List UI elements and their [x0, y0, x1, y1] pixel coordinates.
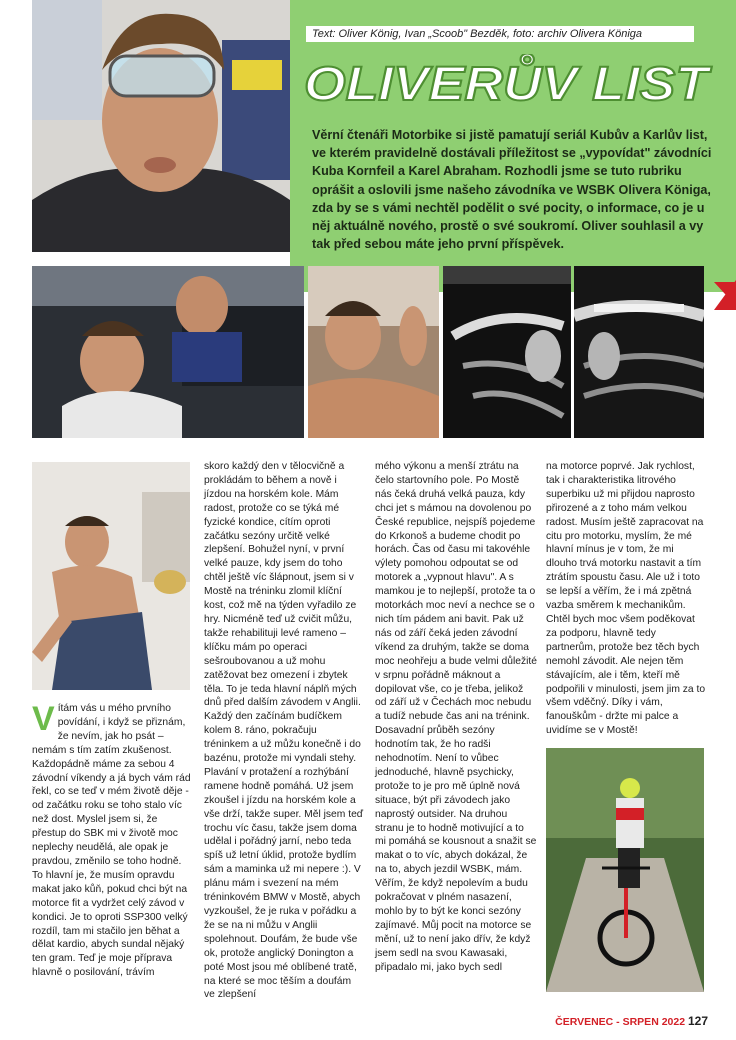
- article-column-4: na motorce poprvé. Jak rychlost, tak i charakteristika litrového superbiku už mi přijdou naprosto přirozené a z toho mám velkou radost. Musím ještě zapracovat na citu pro motorku, myslím, že mé hlavní mínus je v tom, že mi dlouho trvá motorku nastavit a tím ztrátím spoustu času. Ale už i toto se lepší a věřím, že i má zpětná vazba směrem k mechanikům. Chtěl bych moc všem poděkovat za podporu, hlavně tedy partnerům, protože bez těch bych nemohl závodit. Ale nejen těm stávajícím, ale i těm, kteří mě podpořili v minulosti, jsem jim za to všem vděčný. Díky i vám, fanouškům - držte mi palce a uvidíme se v Mostě!: [546, 461, 706, 737]
- drop-cap: V: [32, 700, 55, 738]
- xray-photo-2: [574, 266, 704, 438]
- xray-photo-1: [443, 266, 571, 438]
- car-photo: [32, 266, 304, 438]
- article-column-3: mého výkonu a menší ztrátu na čelo startovního pole. Po Mostě nás čeká druhá velká pauza, kdy chci jet s mámou na dovolenou po České republice, nejspíš pojedeme do Krkonoš a budeme chodit po horách. Čas od času mi takovéhle výlety pomohou odpoutat se od motorek a „vypnout hlavu". A s mamkou je to nejlepší, protože ta o motorkách moc neví a nechce se o nich tím pádem ani bavit. Pak už nás od září čeká jeden závodní víkend za druhým, takže se doma moc neohřeju a bude velmi důležité v srpnu pořádně máknout a dopilovat vše, co je třeba, jelikož od září už v Čechách moc nebudu a tudíž nebude čas ani na trénink. Dosavadní průběh sezóny hodnotím tak, že ho radši nehodnotím. Není to vůbec jednoduché, hlavně psychicky, protože to je pro mě úplně nová situace, být při závodech jako naprostý outsider. Na druhou stranu je to hodně motivující a to mi pomáhá se kousnout a snažit se makat o to víc, abych dokázal, že na to, abych jezdil WSBK, mám. Věřím, že když nepolevím a budu pokračovat v plném nasazení, mohlo by to být ke konci sezóny zajímavé. Můj pocit na motorce se mění, už to není jako dřív, že když jsem sedl na svou Kawasaki, připadalo mi, jako bych sedl: [375, 461, 537, 973]
- column-1-text: ítám vás u mého prvního povídání, i když se přiznám, že nevím, jak ho psát – nemám s tím zatím zkušenost. Každopádně máme za sebou 4 závodní víkendy a já bych vám rád řekl, co se teď v mém životě děje - od začátku roku se toho stalo víc než dost. Myslel jsem si, že přestup do SBK mi v životě moc neplechy neudělá, ale opak je pravdou, změnilo se toho hodně. To hlavní je, že musím opravdu makat jako kůň, pokud chci být na motorce fit a vydržet celý závod v kondici. Je to oproti SSP300 velký rozdíl, tam mi stačilo jen běhat a dělat kardio, abych sundal nějaký ten gram. Teď je moje příprava hlavně o posilování, trávím: [32, 703, 191, 979]
- article-column-1: [32, 702, 192, 980]
- page-footer: [555, 1014, 708, 1028]
- mountain-bike-photo: [546, 748, 704, 992]
- hospital-bed-photo: [308, 266, 439, 438]
- issue-label: ČERVENEC - SRPEN 2022: [555, 1016, 686, 1028]
- page-title: [300, 54, 720, 114]
- title-text: OLIVERŮV LIST: [304, 58, 667, 111]
- page-number: 127: [687, 1014, 708, 1028]
- red-corner-decoration-mid: [714, 280, 736, 310]
- gym-selfie-photo: [32, 462, 190, 690]
- portrait-photo: [32, 0, 290, 252]
- article-column-2: skoro každý den v tělocvičně a prokládám to během a nově i jízdou na horském kole. Mám radost, protože co se týká mé fyzické kondice, cítím oproti začátku sezóny určitě velké zlepšení. Bohužel nyní, v první velké pauze, kdy jsem do toho chtěl ještě víc šlápnout, jsem si v Mostě na tréninku zlomil klíční kost, což mě na týden vyřadilo ze hry. Nicméně teď už cvičit můžu, takže rehabilituji levé rameno – klíčku mám po operaci sešroubovanou a už mohu zatěžovat bez omezení i zbytek těla. To je teda hlavní náplň mých dnů před dalším závodem v Anglii. Každý den začínám budíčkem kolem 8. ráno, pokračuju tréninkem a už můžu konečně i do bazénu, protože mi vyndali stehy. Plavání v protažení a rozhýbání ramene hodně pomáhá. Už jsem zkoušel i jízdu na horském kole a vše drží, takže super. Měl jsem teď trochu víc času, takže jsem doma udělal i pořádný jarní, nebo teda spíš už letní úklid, protože bydlím sám a maminka už mi nepere :). V plánu mám i svezení na mém tréninkovém BMW v Mostě, abych vyzkoušel, že je ruka v pořádku a že se na ni můžu v Anglii spolehnout. Doufám, že bude vše ok, protože anglický Donington a poté Most jsou mé oblíbené tratě, na které se moc těším a doufám ve zlepšení: [204, 461, 364, 1001]
- credits-line: Text: Oliver König, Ivan „Scoob" Bezděk, foto: archiv Olivera Königa: [306, 26, 694, 42]
- lead-paragraph: Věrní čtenáři Motorbike si jistě pamatují seriál Kubův a Karlův list, ve kterém pravidelně dostávali příležitost se „vypovídat" závodníci Kuba Kornfeil a Karel Abraham. Rozhodli jsme se tuto rubriku oprášit a oslovili jsme našeho závodníka ve WSBK Olivera Königa, zda by se s vámi nechtěl podělit o své pocity, o informace, co je u něj aktuálně nového, prostě o své soukromí. Oliver souhlasil a vy tak před sebou máte jeho první příspěvek.: [312, 128, 712, 252]
